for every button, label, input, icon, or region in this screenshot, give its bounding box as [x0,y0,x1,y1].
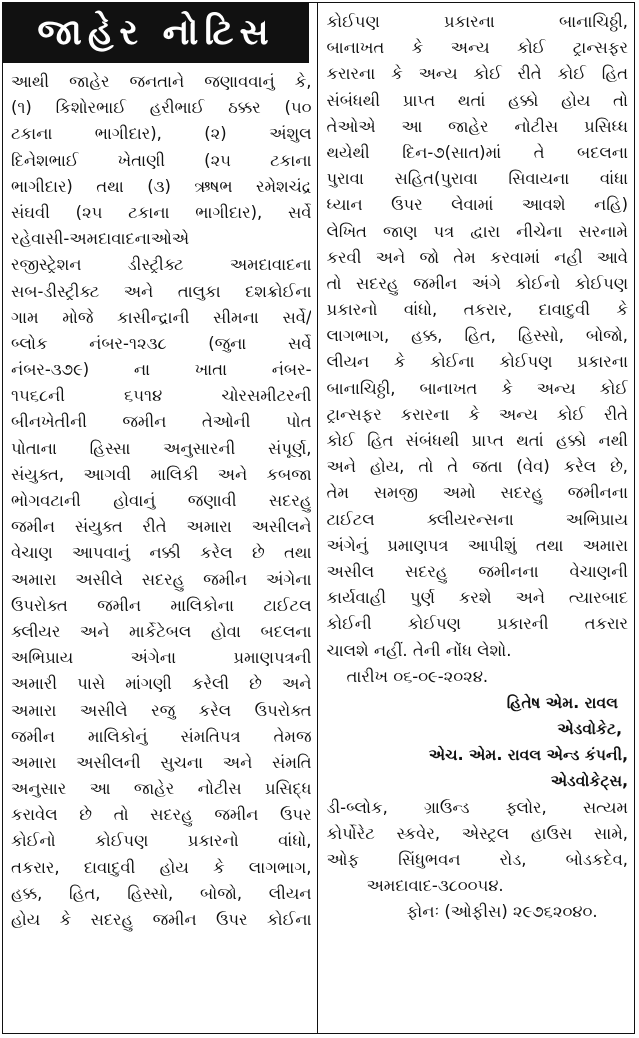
signatory-name: હિતેષ એમ. રાવલ [506,693,618,712]
notice-text-line: ભોગવટાની હોવાનું જણાવી સદરહુ [11,491,312,510]
notice-text-line: વેચાણ આપવાનું નક્કી કરેલ છે તથા [11,543,312,563]
notice-text-line: લીયન કે કોઈના કોઈપણ પ્રકારના [326,352,628,372]
notice-text-line: જમીન સંયુક્ત રીતે અમારા અસીલને [11,517,312,537]
notice-text-line: ચાલશે નહીં. તેની નોંધ લેશો. [326,640,512,660]
notice-text-line: સંબંધથી પ્રાપ્ત થતાં હક્કો હોય તો [326,90,628,110]
notice-text-line: કરવી અને જો તેમ કરવામાં નહી આવે [326,247,628,267]
notice-text-line: થયેથી દિન-૭(સાત)માં તે બદલના [326,142,628,162]
notice-text-line: અમારા અસીલે રજુ કરેલ ઉપરોક્ત [11,700,312,720]
notice-text-line: સંયુક્ત, આગવી માલિકી અને કબજા [11,464,312,484]
notice-text-line: ગામ મોજે કાસીન્દ્રાની સીમના સર્વે/ [11,307,312,327]
notice-left-column [3,3,318,1033]
notice-text-line: બાનાખત કે અન્ય કોઈ ટ્રાન્સફર [326,38,628,58]
firm-role: એડવોકેટ્સ, [550,772,628,791]
notice-text-line: લાગભાગ, હક્ક, હિત, હિસ્સો, બોજો, [326,326,628,346]
notice-text-line: ધ્યાન ઉપર લેવામાં આવશે નહિ) [326,195,628,215]
notice-text-line: આથી જાહેર જનતાને જણાવવાનું કે, [11,72,312,91]
phone-number: ફોનઃ (ઓફીસ) ૨૯૭૬૨૦૪૦. [406,902,598,922]
notice-text-line: અનુસાર આ જાહેર નોટીસ પ્રસિદ્ધ [11,779,312,799]
notice-text-line: તો સદરહુ જમીન અંગે કોઈનો કોઈપણ [326,273,628,293]
notice-text-line: તકરાર, દાવાદુવી હોય કે લાગભાગ, [11,857,312,877]
notice-text-line: અમારા અસીલની સુચના અને સંમતિ [11,752,312,772]
address-line-4: અમદાવાદ-૩૮૦૦૫૪. [366,876,504,896]
notice-text-line: પુરાવા સહિત(પુરાવા સિવાયના વાંધા [326,169,628,189]
notice-text-line: ટકાના ભાગીદાર), (૨) અંશુલ [11,124,312,144]
notice-text-line: સંઘવી (૨૫ ટકાના ભાગીદાર), સર્વે [11,202,312,222]
notice-text-line: અસીલ સદરહુ જમીનના વેચાણની [326,561,628,581]
notice-text-line: કરારના કે અન્ય કોઈ રીતે કોઈ હિત [326,64,628,84]
notice-text-line: તેઓએ આ જાહેર નોટીસ પ્રસિધ્ધ [326,116,628,136]
notice-text-line: ઉપરોક્ત જમીન માલિકોના ટાઈટલ [11,595,312,615]
notice-text-line: અભિપ્રાય અંગેના પ્રમાણપત્રની [11,648,312,668]
notice-text-line: અમારા અસીલે સદરહુ જમીન અંગેના [11,569,312,589]
notice-text-line: પ્રકારનો વાંધો, તકરાર, દાવાદુવી કે [326,300,628,320]
notice-date: તારીખ ૦૬-૦૯-૨૦૨૪. [346,666,489,686]
notice-text-line: તેમ સમજી અમો સદરહુ જમીનના [326,483,628,503]
notice-text-line: અને હોય, તો તે જતા (વેવ) કરેલ છે, [326,457,628,477]
notice-left-body [3,63,317,933]
notice-text-line: કાર્યવાહી પુર્ણ કરશે અને ત્યારબાદ [326,588,628,608]
notice-text-line: (૧) કિશોરભાઈ હરીભાઈ ઠક્કર (૫૦ [11,98,312,118]
notice-right-column [318,3,634,1033]
notice-text-line: કોઈપણ પ્રકારના બાનાચિઠ્ઠી, [326,12,628,31]
address-line-1: ડી-બ્લોક, ગ્રાઉન્ડ ફ્લોર, સત્યમ [326,797,628,817]
notice-text-line: લેખિત જાણ પત્ર દ્વારા નીચેના સરનામે [326,221,628,241]
notice-text-line: ટ્રાન્સફર કરારના કે અન્ય કોઈ રીતે [326,404,628,424]
notice-text-line: રહેવાસી-અમદાવાદનાઓએ [11,229,190,249]
notice-text-line: પોતાના હિસ્સા અનુસારની સંપૂર્ણ, [11,438,312,458]
notice-text-line: ભાગીદાર) તથા (૩) ઋષભ રમેશચંદ્ર [11,176,312,196]
notice-text-line: બીનખેતીની જમીન તેઓની પોત [11,412,312,432]
notice-text-line: હોય કે સદરહુ જમીન ઉપર કોઈના [11,910,312,929]
public-notice [2,2,635,1034]
notice-text-line: અમારી પાસે માંગણી કરેલી છે અને [11,674,312,694]
notice-text-line: બાનાચિઠ્ઠી, બાનાખત કે અન્ય કોઈ [326,378,628,398]
notice-text-line: બ્લોક નંબર-૧૨૩૮ (જુના સર્વે [11,333,312,353]
notice-title: જાહેર નોટિસ [3,3,309,63]
firm-name: એચ. એમ. રાવલ એન્ડ કંપની, [428,746,628,765]
address-line-2: કોર્પોરેટ સ્કવેર, એસ્ટ્રલ હાઉસ સામે, [326,823,628,843]
notice-text-line: દિનેશભાઈ ખેતાણી (૨૫ ટકાના [11,150,312,170]
notice-text-line: કોઈ હિત સંબંધથી પ્રાપ્ત થતાં હક્કો નથી [326,431,628,450]
signatory-role: એડવોકેટ, [557,720,622,739]
notice-text-line: કરાવેલ છે તો સદરહુ જમીન ઉપર [11,805,312,825]
notice-text-line: કોઈની કોઈપણ પ્રકારની તકરાર [326,614,628,634]
address-line-3: ઓફ સિંધુભવન રોડ, બોડકદેવ, [326,850,628,869]
notice-text-line: જમીન માલિકોનું સંમતિપત્ર તેમજ [11,726,312,746]
notice-text-line: રજીસ્ટ્રેશન ડીસ્ટ્રીક્ટ અમદાવાદના [11,255,312,275]
notice-text-line: અંગેનું પ્રમાણપત્ર આપીશું તથા અમારા [326,535,628,555]
notice-text-line: હક્ક, હિત, હિસ્સો, બોજો, લીયન [11,883,312,903]
notice-text-line: કોઈનો કોઈપણ પ્રકારનો વાંધો, [11,831,312,851]
notice-right-body [326,9,628,664]
notice-text-line: સબ-ડીસ્ટ્રીક્ટ અને તાલુકા દશક્રોઈના [11,281,312,301]
notice-text-line: નંબર-૩૭૯) ના ખાતા નંબર- [11,360,312,380]
notice-text-line: ૧૫૬૮ની ૬૫૧૪ ચોરસમીટરની [11,386,312,406]
notice-text-line: ટાઈટલ ક્લીયરન્સના અભિપ્રાય [326,509,628,529]
notice-text-line: ક્લીયર અને માર્કેટેબલ હોવા બદલના [11,621,312,641]
